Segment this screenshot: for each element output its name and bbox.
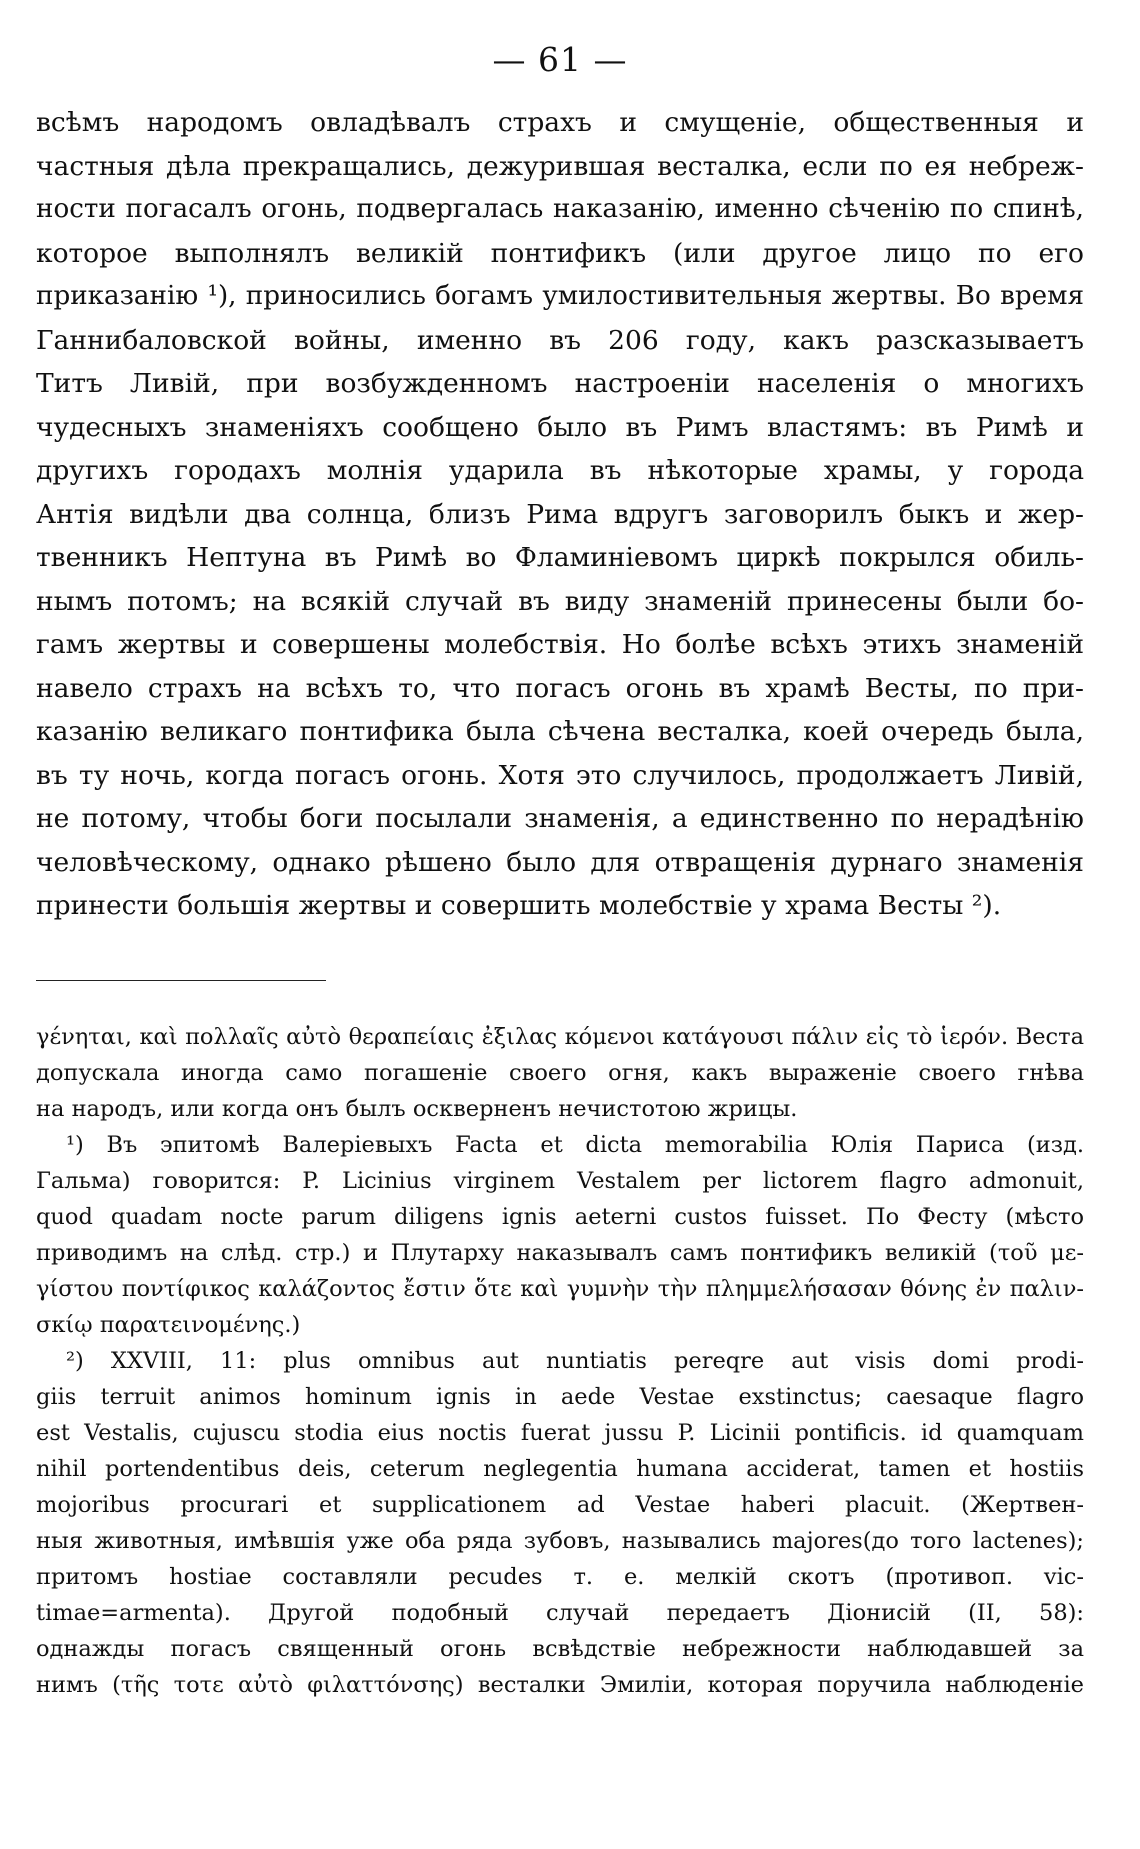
footnote-line: на народъ, или когда онъ былъ оскверненъ нечистотою жрицы. — [36, 1095, 798, 1122]
footnote-line: quod quadam nocte parum diligens ignis aeterni custos fuisset. По Фесту (мѣсто — [36, 1203, 1084, 1230]
main-line: чудесныхъ знаменіяхъ сообщено было въ Римъ властямъ: въ Римѣ и — [36, 411, 1084, 443]
main-line: не потому, чтобы боги посылали знаменія, а единственно по нерадѣнію — [36, 803, 1084, 834]
footnote-line: γένηται, καὶ πολλαῖς αὐτὸ θεραπείαις ἐξιλας κόμενοι κατάγουσι πάλιν εἰς τὸ ἱερόν. Веста — [36, 1023, 1084, 1050]
main-line: въ ту ночь, когда погасъ огонь. Хотя это случилось, продолжаетъ Ливій, — [36, 759, 1084, 791]
book-page — [36, 30, 1084, 1703]
main-text — [36, 101, 1084, 928]
main-line: Ганнибаловской войны, именно въ 206 году, какъ разсказываетъ — [36, 324, 1084, 356]
main-line: человѣческому, однако рѣшено было для отвращенія дурнаго знаменія — [36, 846, 1084, 878]
footnote-line: mojoribus procurari et supplicationem ad Vestae haberi placuit. (Жертвен- — [36, 1491, 1084, 1518]
main-line: нымъ потомъ; на всякій случай въ виду знаменій принесены были бо- — [36, 585, 1084, 617]
footnote-line: ²) XXVIII, 11: plus omnibus aut nuntiatis pereqre aut visis domi prodi- — [66, 1347, 1084, 1374]
main-line: ности погасалъ огонь, подвергалась наказанію, именно сѣченію по спинѣ, — [36, 194, 1084, 224]
page-number: — 61 — — [492, 40, 628, 79]
footnote-line: однажды погасъ священный огонь всвѣдствіе небрежности наблюдавшей за — [36, 1635, 1084, 1662]
main-line: Антія видѣли два солнца, близъ Рима вдругъ заговорилъ быкъ и жер- — [36, 498, 1084, 530]
footnote-line: σκίῳ παρατεινομένης.) — [36, 1311, 301, 1338]
footnote-line: ¹) Въ эпитомѣ Валеріевыхъ Facta et dicta memorabilia Юлія Париса (изд. — [66, 1131, 1084, 1158]
footnote-line: ныя животныя, имѣвшія уже оба ряда зубовъ, назывались majores(до того lactenes); — [36, 1527, 1084, 1554]
footnote-line: приводимъ на слѣд. стр.) и Плутарху наказывалъ самъ понтификъ великій (τοῦ με- — [36, 1239, 1084, 1266]
main-line: всѣмъ народомъ овладѣвалъ страхъ и смущеніе, общественныя и — [36, 107, 1084, 138]
footnote-line: γίστου ποντίφικος καλάζοντος ἔστιν ὅτε καὶ γυμνὴν τὴν πλημμελήσασαν θόνης ἐν παλιν- — [36, 1275, 1084, 1302]
main-line: принести большія жертвы и совершить молебствіе у храма Весты ²). — [36, 890, 1002, 921]
footnote-line: giis terruit animos hominum ignis in aede Vestae exstinctus; caesaque flagro — [36, 1383, 1084, 1410]
main-line: казанію великаго понтифика была сѣчена весталка, коей очередь была, — [36, 716, 1084, 747]
main-line: навело страхъ на всѣхъ то, что погасъ огонь въ храмѣ Весты, по при- — [36, 672, 1084, 704]
footnote-line: Гальма) говорится: P. Licinius virginem Vestalem per lictorem flagro admonuit, — [36, 1167, 1084, 1194]
main-line: Титъ Ливій, при возбужденномъ настроеніи населенія о многихъ — [36, 368, 1084, 399]
main-line: приказанію ¹), приносились богамъ умилостивительныя жертвы. Во время — [36, 281, 1084, 311]
footnotes — [36, 1019, 1084, 1703]
footnote-line: нимъ (τῆς τοτε αὐτὸ φιλαττόνσης) весталки Эмиліи, которая поручила наблюденіе — [36, 1671, 1084, 1698]
main-line: гамъ жертвы и совершены молебствія. Но болѣе всѣхъ этихъ знаменій — [36, 629, 1084, 660]
main-line: частныя дѣла прекращались, дежурившая весталка, если по ея небреж- — [36, 150, 1084, 182]
footnote-line: est Vestalis, cujuscu stodia eius noctis fuerat jussu P. Licinii pontificis. id quamquam — [36, 1419, 1084, 1446]
footnote-line: nihil portendentibus deis, ceterum neglegentia humana acciderat, tamen et hostiis — [36, 1455, 1084, 1482]
footnote-line: притомъ hostiae составляли pecudes т. е. мелкій скотъ (противоп. vic- — [36, 1563, 1084, 1590]
main-line: которое выполнялъ великій понтификъ (или другое лицо по его — [36, 237, 1084, 269]
main-line: другихъ городахъ молнія ударила въ нѣкоторые храмы, у города — [36, 455, 1084, 486]
footnote-line: допускала иногда само погашеніе своего огня, какъ выраженіе своего гнѣва — [36, 1059, 1084, 1086]
footnote-divider — [36, 980, 326, 981]
footnote-line: timae=armenta). Другой подобный случай передаетъ Діонисій (II, 58): — [36, 1599, 1084, 1626]
main-line: твенникъ Нептуна въ Римѣ во Фламиніевомъ циркѣ покрылся обиль- — [36, 542, 1084, 573]
